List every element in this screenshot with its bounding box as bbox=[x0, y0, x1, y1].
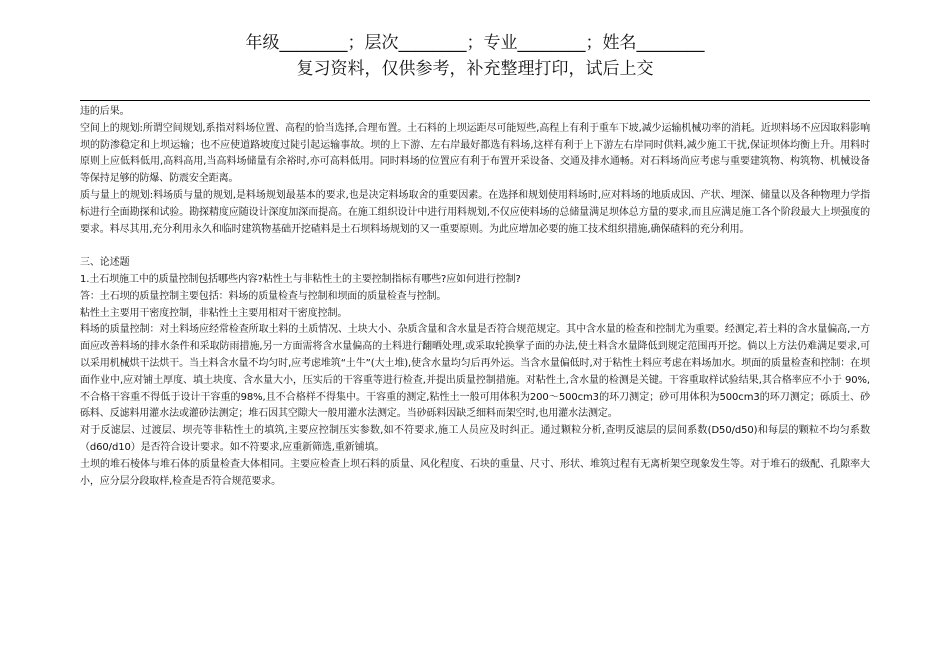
answer-filter-layer-control: 对于反滤层、过渡层、坝壳等非粘性土的填筑,主要应控制压实参数,如不符要求,施工人员应及时纠正。通过颗粒分析,查明反滤层的层间系数(D50/d50)和每层的颗粒不均匀系数（d60/d10）是否符合设计要求。如不符要求,应重新筛选,重新铺填。 bbox=[80, 425, 870, 453]
blank-line bbox=[80, 238, 870, 255]
paragraph-space-planning: 空间上的规划:所谓空间规划,系指对料场位置、高程的恰当选择,合理布置。土石料的上坝运距尽可能短些,高程上有利于重车下坡,减少运输机械功率的消耗。近坝料场不应因取料影响坝的防渗稳定和上坝运输；也不应使道路坡度过陡引起运输事故。坝的上下游、左右岸最好都选有料场,这样有利于上下游左右岸同时供料,减少施工干扰,保证坝体均衡上升。用料时原则上应低料低用,高料高用,当高料场储量有余裕时,亦可高料低用。同时料场的位置应有利于布置开采设备、交通及排水通畅。对石料场尚应考虑与重要建筑物、构筑物、机械设备等保持足够的防爆、防震安全距离。 bbox=[80, 122, 870, 185]
paragraph-quality-quantity-planning: 质与量上的规划:料场质与量的规划,是料场规划最基本的要求,也是决定料场取舍的重要因素。在选择和规划使用料场时,应对料场的地质成因、产状、埋深、储量以及各种物理力学指标进行全面勘探和试验。勘探精度应随设计深度加深而提高。在施工组织设计中进行用料规划,不仅应使料场的总储量满足坝体总方量的要求,而且应满足施工各个阶段最大上坝强度的要求。料尽其用,充分利用永久和临时建筑物基础开挖碴料是土石坝料场规划的又一重要原则。为此应增加必要的施工技术组织措施,确保碴料的充分利用。 bbox=[80, 189, 870, 235]
answer-rockfill-control: 土坝的堆石棱体与堆石体的质量检查大体相同。主要应检查上坝石料的质量、风化程度、石块的重量、尺寸、形状、堆筑过程有无离析架空现象发生等。对于堆石的级配、孔隙率大小，应分层分段取样,检查是否符合规范要求。 bbox=[80, 458, 870, 487]
header-divider bbox=[80, 100, 870, 101]
answer-borrow-area-control: 料场的质量控制：对土料场应经常检查所取土料的土质情况、土块大小、杂质含量和含水量是否符合规范规定。其中含水量的检查和控制尤为重要。经测定,若土料的含水量偏高,一方面应改善料场的排水条件和采取防雨措施,另一方面需将含水量偏高的土料进行翻晒处理,或采取轮换掌子面的办法,使土料含水量降低到规定范围再开挖。倘以上方法仍难满足要求,可以采用机械烘干法烘干。当土料含水量不均匀时,应考虑堆筑“土牛”(大土堆),使含水量均匀后再外运。当含水量偏低时,对于粘性土料应考虑在料场加水。坝面的质量检查和控制：在坝面作业中,应对铺土厚度、填土块度、含水量大小，压实后的干容重等进行检查,并提出质量控制措施。对粘性土,含水量的检测是关键。干容重取样试验结果,其合格率应不小于 90%,不合格干容重不得低于设计干容重的98%,且不合格样不得集中。干容重的测定,粘性土一般可用体积为200～500cm3的环刀测定；砂可用体积为500cm3的环刀测定；砾质土、砂砾料、反滤料用灌水法或灌砂法测定；堆石因其空隙大一般用灌水法测定。当砂砾料因缺乏细料而架空时,也用灌水法测定。 bbox=[80, 324, 870, 420]
answer-control-indices: 粘性土主要用干密度控制，非粘性土主要用相对干密度控制。 bbox=[80, 307, 348, 319]
paragraph-continuation: 违的后果。 bbox=[80, 106, 130, 117]
section-heading: 三、论述题 bbox=[80, 257, 130, 269]
page-header bbox=[0, 32, 950, 80]
document-body bbox=[80, 104, 870, 490]
review-notice: 复习资料，仅供参考，补充整理打印，试后上交 bbox=[296, 59, 654, 79]
question: 1.土石坝施工中的质量控制包括哪些内容?粘性土与非粘性土的主要控制指标有哪些?应如何进行控制? bbox=[80, 273, 521, 285]
answer-intro: 答：土石坝的质量控制主要包括：料场的质量检查与控制和坝面的质量检查与控制。 bbox=[80, 290, 447, 302]
student-info-line: 年级________；层次________；专业________；姓名________ bbox=[245, 33, 705, 53]
